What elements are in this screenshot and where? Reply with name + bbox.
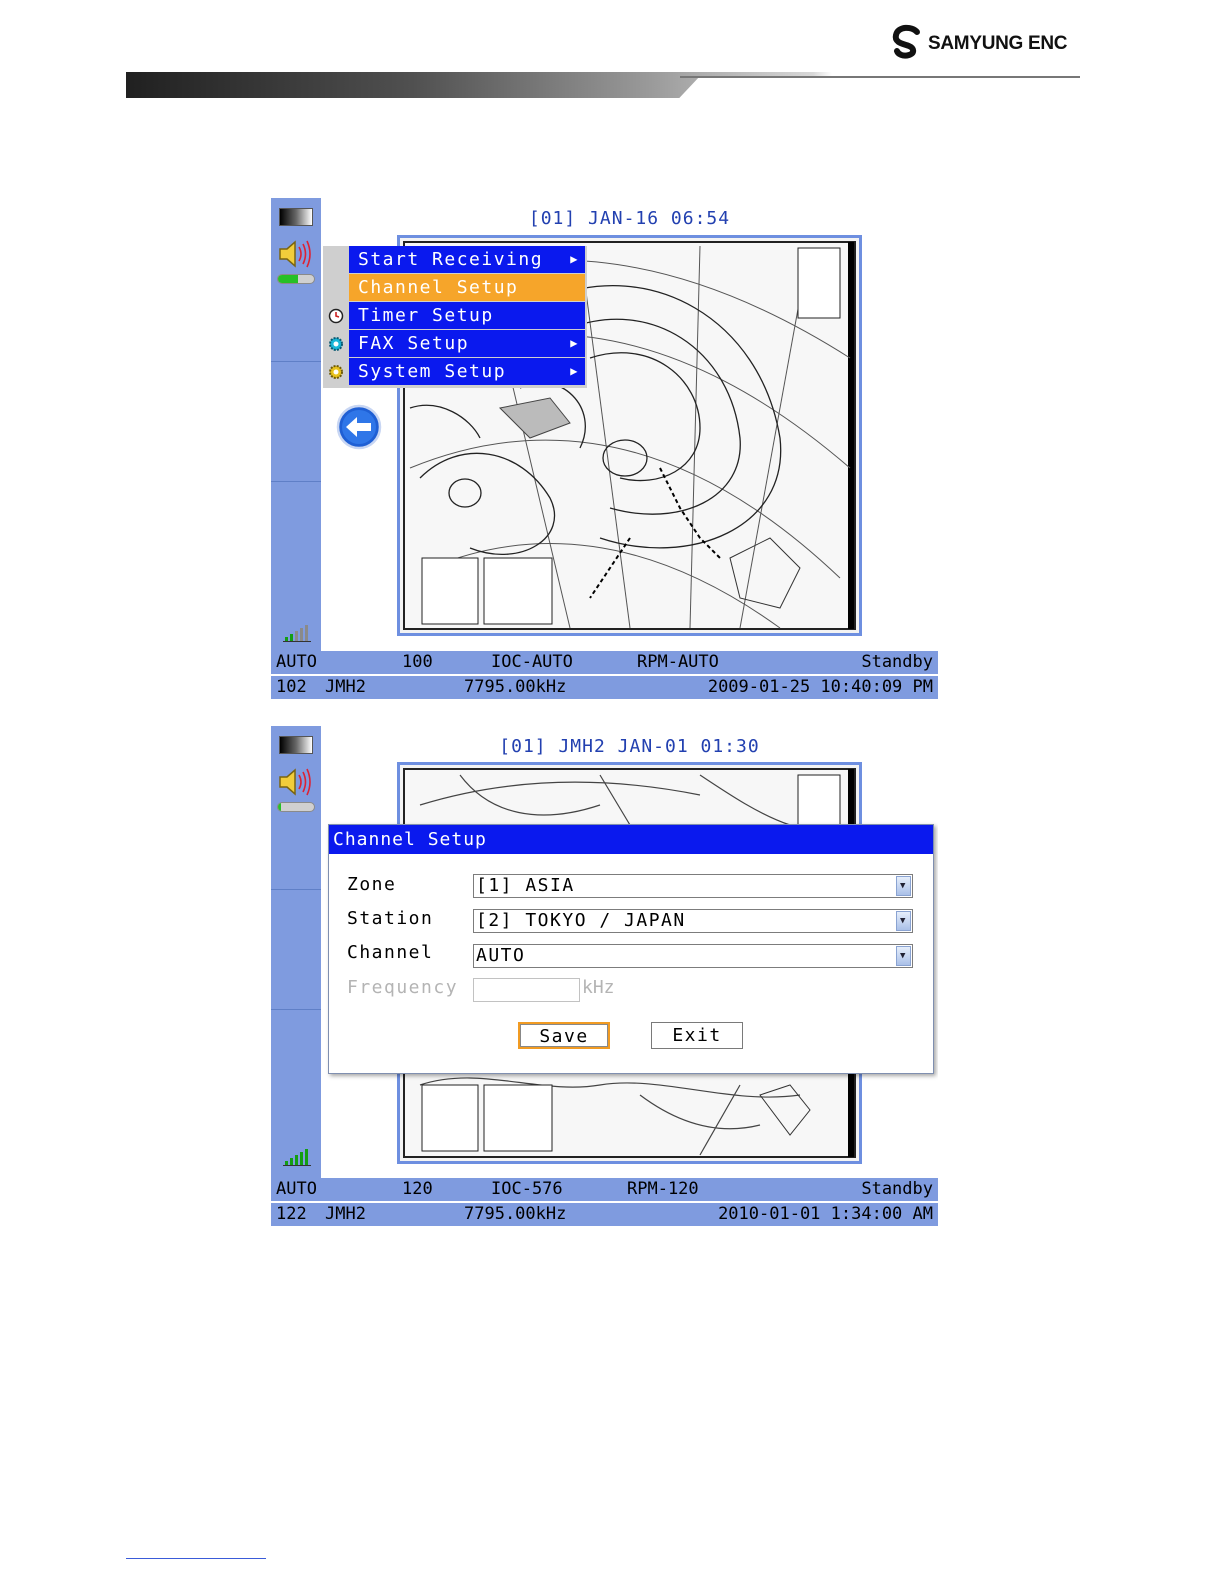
status-ioc: IOC-576 xyxy=(491,1179,563,1199)
menu-item-system-setup[interactable] xyxy=(349,358,585,385)
menu-item-timer-setup[interactable] xyxy=(349,302,585,329)
menu-item-label: FAX Setup xyxy=(358,333,470,354)
status-ioc: IOC-AUTO xyxy=(491,652,573,672)
sidebar xyxy=(271,198,321,651)
save-button[interactable]: Save xyxy=(518,1022,610,1049)
channel-setup-dialog xyxy=(328,824,934,1074)
receiver-screen-channel-setup xyxy=(271,726,938,1226)
speaker-icon[interactable] xyxy=(277,238,313,270)
menu-item-label: System Setup xyxy=(358,361,507,382)
dropdown-arrow-icon[interactable]: ▼ xyxy=(896,876,911,896)
exit-button[interactable]: Exit xyxy=(651,1022,743,1049)
contrast-icon[interactable] xyxy=(279,736,313,754)
status-mode: AUTO xyxy=(276,1179,317,1199)
status-rpm: RPM-120 xyxy=(627,1179,699,1199)
contrast-icon[interactable] xyxy=(279,208,313,226)
zone-select-value: [1] ASIA xyxy=(476,875,575,896)
channel-select[interactable] xyxy=(473,944,913,968)
clock-icon xyxy=(328,308,344,324)
menu-item-start-receiving[interactable] xyxy=(349,246,585,273)
menu-item-channel-setup[interactable] xyxy=(349,274,585,301)
status-mode: AUTO xyxy=(276,652,317,672)
volume-fill xyxy=(278,275,298,283)
main-menu xyxy=(323,246,587,388)
gear-yellow-icon xyxy=(328,364,344,380)
frequency-label: Frequency xyxy=(347,977,459,998)
zone-label: Zone xyxy=(347,874,397,895)
status-bar-top xyxy=(271,1178,938,1201)
submenu-arrow-icon: ▶ xyxy=(570,364,579,378)
station-select[interactable] xyxy=(473,909,913,933)
brand-logo xyxy=(890,24,1067,64)
station-label: Station xyxy=(347,908,434,929)
volume-bar[interactable] xyxy=(277,802,315,812)
channel-label: Channel xyxy=(347,942,434,963)
screen-title: [01] JMH2 JAN-01 01:30 xyxy=(499,736,760,757)
receiver-screen-main-menu xyxy=(271,198,938,699)
status-frequency: 7795.00kHz xyxy=(464,677,567,697)
header-rule xyxy=(680,76,1080,78)
frequency-unit: kHz xyxy=(582,977,615,998)
submenu-arrow-icon: ▶ xyxy=(570,252,579,266)
menu-item-label: Channel Setup xyxy=(358,277,519,298)
status-bar-top xyxy=(271,651,938,674)
sidebar-divider xyxy=(271,361,321,362)
status-datetime: 2010-01-01 1:34:00 AM xyxy=(718,1204,933,1224)
status-bar-bottom xyxy=(271,1203,938,1226)
status-lpm: 100 xyxy=(402,652,433,672)
zone-select[interactable] xyxy=(473,874,913,898)
sidebar-divider xyxy=(271,1009,321,1010)
status-datetime: 2009-01-25 10:40:09 PM xyxy=(707,677,933,697)
status-state: Standby xyxy=(861,652,933,672)
dropdown-arrow-icon[interactable]: ▼ xyxy=(896,946,911,966)
volume-fill xyxy=(278,803,281,811)
frequency-input[interactable] xyxy=(473,978,580,1002)
menu-item-label: Timer Setup xyxy=(358,305,494,326)
status-station: JMH2 xyxy=(325,1204,366,1224)
signal-strength-icon xyxy=(283,624,311,642)
gear-blue-icon xyxy=(328,336,344,352)
status-lpm: 120 xyxy=(402,1179,433,1199)
status-station: JMH2 xyxy=(325,677,366,697)
status-state: Standby xyxy=(861,1179,933,1199)
status-channel-number: 122 xyxy=(276,1204,307,1224)
submenu-arrow-icon: ▶ xyxy=(570,336,579,350)
status-channel-number: 102 xyxy=(276,677,307,697)
sidebar xyxy=(271,726,321,1178)
status-rpm: RPM-AUTO xyxy=(637,652,719,672)
speaker-icon[interactable] xyxy=(277,766,313,798)
sidebar-divider xyxy=(271,889,321,890)
menu-item-label: Start Receiving xyxy=(358,249,544,270)
footer-rule xyxy=(126,1558,266,1559)
signal-strength-icon xyxy=(283,1148,311,1166)
dialog-title: Channel Setup xyxy=(329,825,933,854)
channel-select-value: AUTO xyxy=(476,945,526,966)
dropdown-arrow-icon[interactable]: ▼ xyxy=(896,911,911,931)
status-bar-bottom xyxy=(271,676,938,699)
status-frequency: 7795.00kHz xyxy=(464,1204,567,1224)
back-arrow-icon[interactable] xyxy=(336,404,382,450)
brand-name: SAMYUNG ENC xyxy=(928,33,1068,54)
screen-title: [01] JAN-16 06:54 xyxy=(528,208,731,229)
menu-item-fax-setup[interactable] xyxy=(349,330,585,357)
sidebar-divider xyxy=(271,481,321,482)
samyung-logo-icon xyxy=(890,24,924,64)
volume-bar[interactable] xyxy=(277,274,315,284)
station-select-value: [2] TOKYO / JAPAN xyxy=(476,910,686,931)
